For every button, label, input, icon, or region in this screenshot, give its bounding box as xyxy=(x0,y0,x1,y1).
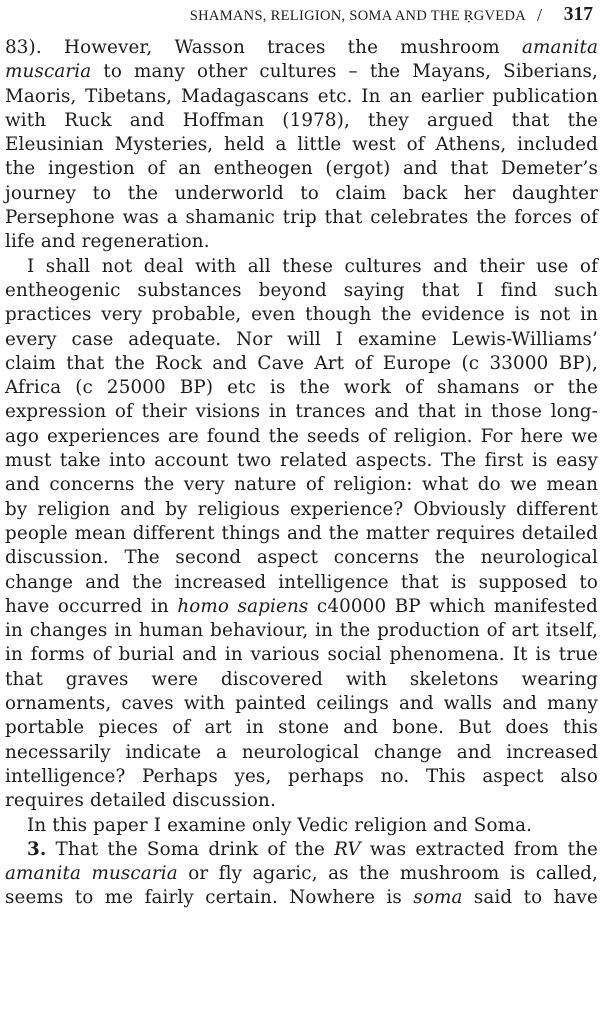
text-line xyxy=(5,619,598,643)
text-segment: practices very probable, even though the evidence is not in xyxy=(5,304,598,326)
text-line xyxy=(5,133,598,157)
text-segment: by religion and by religious experience? Obviously different xyxy=(5,498,598,520)
text-segment: That the Soma drink of the xyxy=(46,838,335,860)
text-segment: said to have xyxy=(462,887,599,909)
text-line xyxy=(5,376,598,400)
text-segment: I shall not deal with all these cultures and their use of xyxy=(27,255,598,277)
text-segment: ornaments, caves with painted ceilings and walls and many xyxy=(5,693,598,715)
text-line xyxy=(5,668,598,692)
text-segment: expression of their visions in trances and that in those long- xyxy=(5,401,598,423)
text-segment: seems to me fairly certain. Nowhere is xyxy=(5,887,414,909)
text-line xyxy=(5,352,598,376)
text-line xyxy=(5,595,598,619)
text-line xyxy=(5,279,598,303)
text-segment: every case adequate. Nor will I examine Lewis-Williams’ xyxy=(5,328,598,350)
text-segment: muscaria xyxy=(5,61,92,83)
text-line xyxy=(5,765,598,789)
text-segment: entheogenic substances beyond saying that I find such xyxy=(5,279,598,301)
text-segment: was extracted from the xyxy=(360,838,598,860)
text-segment: amanita muscaria xyxy=(5,863,178,885)
text-segment: portable pieces of art in stone and bone. But does this xyxy=(5,717,598,739)
text-segment: c40000 BP which manifested xyxy=(308,595,598,617)
header-separator: / xyxy=(536,5,542,25)
text-line xyxy=(5,182,598,206)
text-segment: requires detailed discussion. xyxy=(5,790,276,812)
text-line xyxy=(5,862,598,886)
text-line xyxy=(5,400,598,424)
text-line xyxy=(5,303,598,327)
text-line xyxy=(5,498,598,522)
text-segment: homo sapiens xyxy=(177,595,309,617)
text-segment: or fly agaric, as the mushroom is called, xyxy=(177,863,598,885)
text-segment: Persephone was a shamanic trip that celebrates the forces of xyxy=(5,207,598,229)
text-line xyxy=(5,157,598,181)
text-segment: people mean different things and the matter requires detailed xyxy=(5,522,598,544)
text-line xyxy=(5,473,598,497)
text-segment: 3. xyxy=(27,838,47,860)
text-line xyxy=(5,109,598,133)
text-segment: must take into account two related aspects. The first is easy xyxy=(5,450,598,472)
text-line xyxy=(5,60,598,84)
text-segment: change and the increased intelligence that is supposed to xyxy=(5,571,598,593)
text-segment: have occurred in xyxy=(5,595,178,617)
text-segment: to many other cultures – the Mayans, Siberians, xyxy=(91,61,598,83)
text-line xyxy=(5,692,598,716)
text-line xyxy=(5,449,598,473)
text-line xyxy=(5,546,598,570)
text-segment: Maoris, Tibetans, Madagascans etc. In an earlier publication xyxy=(5,85,598,107)
text-line xyxy=(5,741,598,765)
text-segment: amanita xyxy=(521,37,598,58)
text-segment: necessarily indicate a neurological change and increased xyxy=(5,741,598,763)
text-segment: with Ruck and Hoffman (1978), they argued that the xyxy=(5,109,598,131)
page-number: 317 xyxy=(563,4,593,25)
running-head: SHAMANS, RELIGION, SOMA AND THE ṚGVEDA xyxy=(189,8,526,24)
text-line xyxy=(5,789,598,813)
text-segment: intelligence? Perhaps yes, perhaps no. This aspect also xyxy=(5,765,598,787)
text-segment: life and regeneration. xyxy=(5,231,210,253)
text-segment: In this paper I examine only Vedic religion and Soma. xyxy=(27,814,533,836)
text-segment: 83). However, Wasson traces the mushroom xyxy=(5,37,522,58)
text-segment: discussion. The second aspect concerns the neurological xyxy=(5,547,598,569)
text-segment: soma xyxy=(413,887,463,909)
text-segment: claim that the Rock and Cave Art of Europe (c 33000 BP), xyxy=(5,352,598,374)
text-line xyxy=(5,255,598,279)
text-segment: Eleusinian Mysteries, held a little west of Athens, included xyxy=(5,134,598,156)
text-segment: the ingestion of an entheogen (ergot) and that Demeter’s xyxy=(5,158,598,180)
page-header xyxy=(0,3,600,27)
text-segment: RV xyxy=(334,838,361,860)
text-line xyxy=(5,230,598,254)
text-segment: that graves were discovered with skeletons wearing xyxy=(5,668,598,690)
text-line xyxy=(5,36,598,60)
text-line xyxy=(5,571,598,595)
text-line xyxy=(5,814,598,838)
text-line xyxy=(5,425,598,449)
text-line xyxy=(5,838,598,862)
text-segment: and concerns the very nature of religion: what do we mean xyxy=(5,474,598,496)
text-line xyxy=(5,643,598,667)
text-line xyxy=(5,522,598,546)
body-text xyxy=(5,36,598,911)
text-segment: ago experiences are found the seeds of religion. For here we xyxy=(5,425,598,447)
text-segment: in forms of burial and in various social phenomena. It is true xyxy=(5,644,598,666)
text-line xyxy=(5,716,598,740)
text-segment: Africa (c 25000 BP) etc is the work of shamans or the xyxy=(5,377,598,399)
text-line xyxy=(5,886,598,910)
text-line xyxy=(5,206,598,230)
text-line xyxy=(5,328,598,352)
text-segment: in changes in human behaviour, in the production of art itself, xyxy=(5,620,598,642)
text-line xyxy=(5,85,598,109)
text-segment: journey to the underworld to claim back her daughter xyxy=(5,182,598,204)
